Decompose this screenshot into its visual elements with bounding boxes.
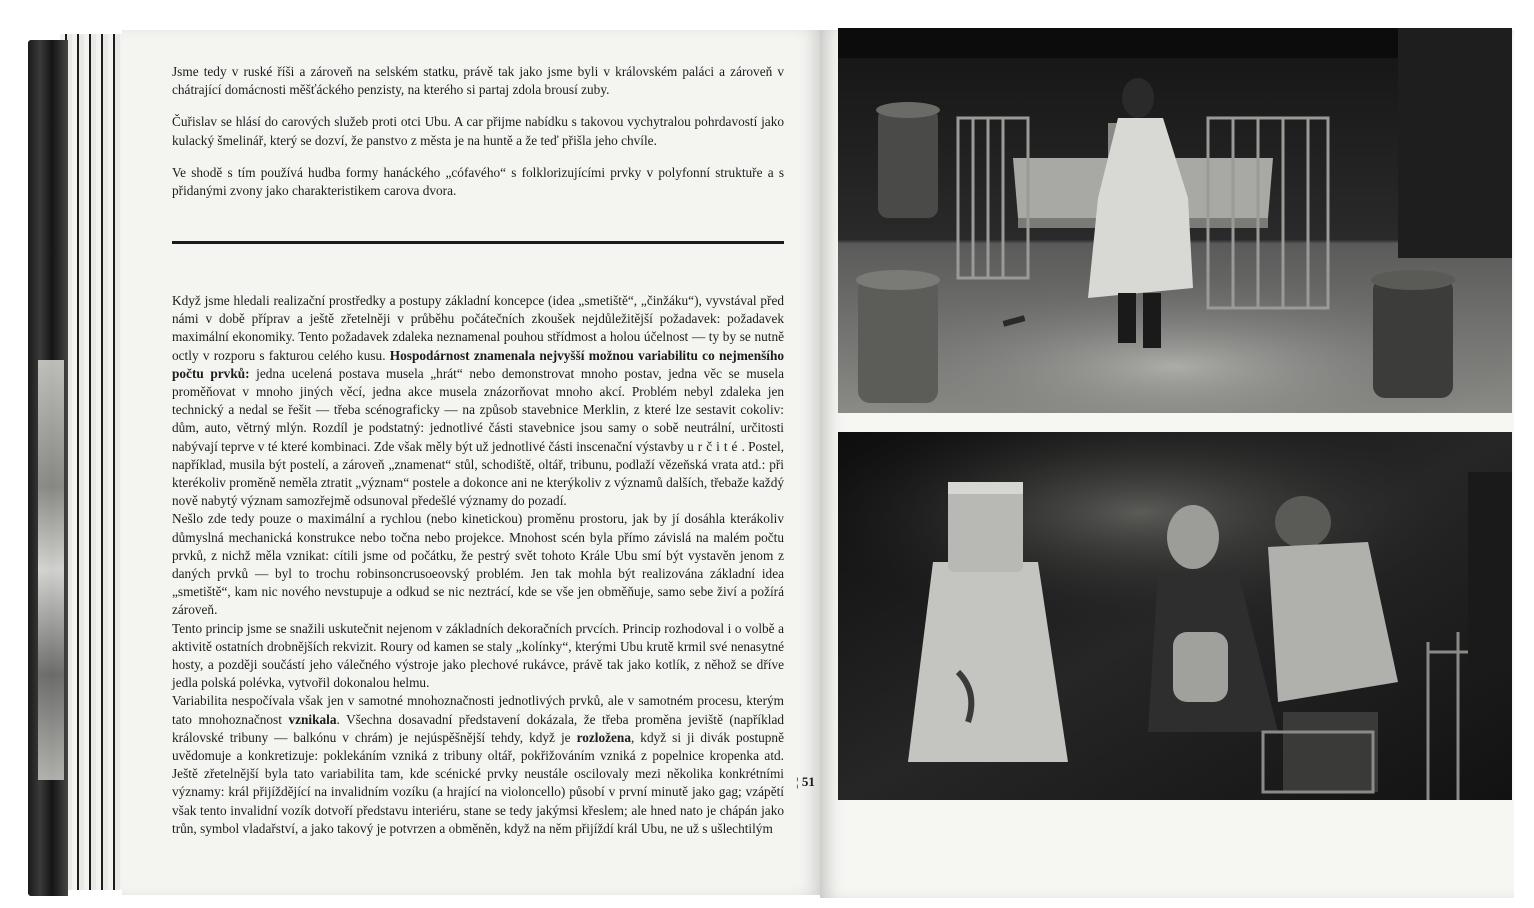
bold-run: Hospodárnost znamenala nejvyšší možnou variabilitu co nejmenšího počtu prvků:	[172, 347, 784, 381]
paragraph: Nešlo zde tedy pouze o maximální a rychlou (nebo kinetickou) proměnu prostoru, jak by jí dosáhla kterákoliv důmyslná mechanická konstrukce nebo točna nebo projekce. Mnohost scén byla přímo závislá na malém počtu prvků, z nichž měla vznikat: cítili jsme od počátku, že pestrý svět tohoto Krále Ubu smí být vystavěn jenom z daných prvků — byl to trochu robinsoncrusoeovský problém. Jen tak mohla být realizována základní idea „smetiště“, kam nic nového nevstupuje a odkud se nic neztrácí, kde se vše jen obměňuje, samo sebe živí a požírá zároveň.	[172, 511, 784, 618]
paragraph: Čuřislav se hlásí do carových služeb proti otci Ubu. A car přijme nabídku s takovou vychytralou pohrdavostí jako kulacký šmelinář, který se dozví, že panstvo z města je na huntě a že teď přišla jeho chvíle.	[172, 114, 784, 148]
text-run: . Všechna dosavadní představení dokázala, že třeba proměna jeviště (například královské tribuny — balkónu v chrám) je nejúspěšnější tehdy, když je	[172, 711, 785, 745]
text-run: , když si ji divák postupně uvědomuje a konkretizuje: poklekáním vzniká z tribuny oltář, pokřižováním vzniká z popelnice kropenka atd. Ještě zřetelnější byla tato variabilita tam, kde scénické prvky neustále oscilovaly mezi několika konkrétními významy: král přijíždějící na invalidním vozíku (a hrající na violoncello) působí v první minutě jako gag; vzápětí však tento invalidní vozík dotvoří představu interiéru, stane se tedy jakýmsi křeslem; ale hned nato je chápán jako trůn, symbol vladařství, a jako takový je potvrzen a obměněn, když na něm přijíždí král Ubu, ne už s ušlechtilým	[172, 729, 784, 836]
text-run: jedna ucelená postava musela „hrát“ nebo demonstrovat mnoho postav, jedna věc se musela proměňovat v mnoho jiných věcí, jedna akce musela znázorňovat mnoho akcí. Problém nebyl zdaleka jen technický a nedal se řešit — třeba scénograficky — na způsob stavebnice Merklin, z které lze sestavit cokoliv: dům, auto, větrný mlýn. Rozdíl je podstatný: jednotlivé části stavebnice jsou samy o sobě neutrální, určitosti nabývají teprve v té které kombinaci. Zde však měly být už jednotlivé části inscenační výstavby	[172, 365, 784, 454]
text-block-top	[172, 63, 784, 214]
paragraph	[172, 292, 784, 510]
underlying-page-photo-edge	[38, 360, 64, 780]
section-divider	[172, 241, 784, 244]
text-block-main	[172, 292, 784, 838]
stage-photo-top-image	[838, 28, 1512, 413]
stage-photo-top	[838, 28, 1512, 413]
stage-photo-bottom-image	[838, 432, 1512, 800]
page-number-value: 51	[801, 774, 815, 789]
text-run: Variabilita nespočívala však jen v samotné mnohoznačnosti jednotlivých prvků, ale v samotném procesu, kterým tato mnohoznačnost	[172, 693, 784, 727]
text-run: Když jsme hledali realizační prostředky a postupy základní koncepce (idea „smetiště“, „činžáku“), vyvstával před námi v době příprav a ještě zřetelněji v průběhu počátečních zkoušek nejdůležitější požadavek: požadavek maximální ekonomiky. Tento požadavek zdaleka neznamenal pouhou střídmost a holou účelnost — ty by se nutně octly v rozporu s fakturou celého kusu.	[172, 293, 784, 363]
stage-photo-bottom	[838, 432, 1512, 800]
page-number	[796, 774, 815, 790]
bold-run: vznikala	[288, 711, 337, 727]
paragraph	[172, 692, 784, 838]
text-run: . Postel, například, musila být postelí, a zároveň „znamenat“ stůl, schodiště, oltář, tribunu, podlaží vězeňská vrata atd.: při kterékoliv proměně neměla ztratit „význam“ postele a dokonce ani ne kterýkoliv z významů dalších, třebaže každý nově nabytý význam samozřejmě odsunoval předešlé významy do pozadí.	[172, 438, 784, 509]
paragraph: Ve shodě s tím používá hudba formy hanáckého „cófavého“ s folklorizujícími prvky v polyfonní struktuře a s přidanými zvony jako charakteristikem carova dvora.	[172, 164, 784, 199]
paragraph: Jsme tedy v ruské říši a zároveň na selském statku, právě tak jako jsme byli v královském paláci a zároveň v chátrající domácnosti měšťáckého penzisty, na kterého si partaj zdola brousí zuby.	[172, 64, 784, 98]
page-number-marker: ¦	[796, 774, 802, 789]
bold-run: rozložena	[576, 729, 631, 745]
spaced-run: určité	[687, 438, 742, 454]
paragraph: Tento princip jsme se snažili uskutečnit nejenom v základních dekoračních prvcích. Princip rozhodoval i o volbě a aktivitě ostatních drobnějších rekvizit. Roury od kamen se staly „kolínky“, kterými Ubu krutě krmil své nenasytné hosty, a později součástí jeho válečného výstroje jako plechové rukávce, právě tak jako kotlík, z něhož se dříve jedla polská polévka, vytvořil dokonalou helmu.	[172, 620, 784, 691]
